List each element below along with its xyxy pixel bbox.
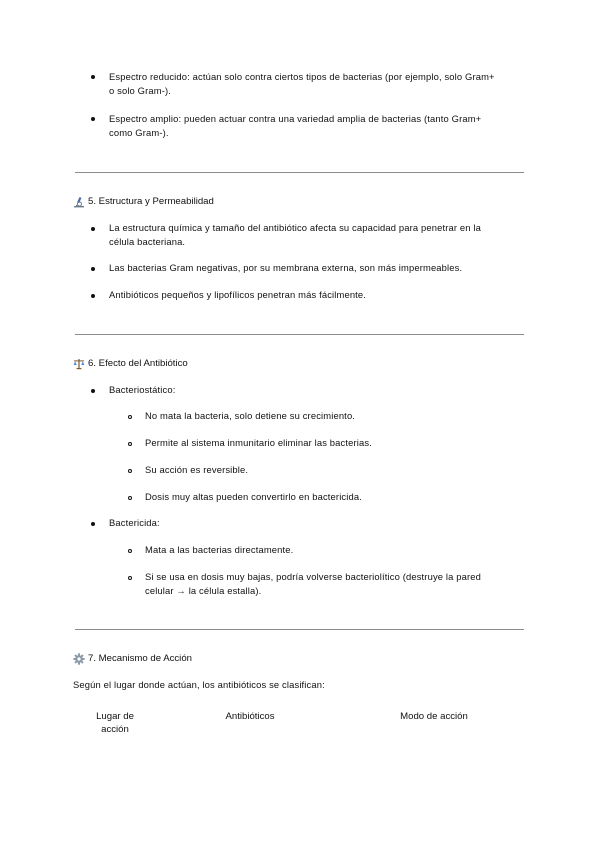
section-heading-7 bbox=[73, 652, 192, 666]
table-header-line: Antibióticos bbox=[225, 711, 275, 722]
bullet-dot bbox=[91, 227, 95, 231]
sub-bullet-circle bbox=[128, 469, 132, 473]
list-item-line: Espectro amplio: pueden actuar contra una variedad amplia de bacterias (tanto Gram+ bbox=[109, 113, 482, 124]
sub-list-item: No mata la bacteria, solo detiene su crecimiento. bbox=[145, 410, 356, 421]
sub-list-item-line: Si se usa en dosis muy bajas, podría volverse bacteriolítico (destruye la pared bbox=[145, 571, 481, 582]
section-title: 5. Estructura y Permeabilidad bbox=[88, 196, 214, 207]
list-item-line: célula bacteriana. bbox=[109, 236, 186, 247]
bullet-dot bbox=[91, 117, 95, 121]
section-divider bbox=[75, 629, 524, 630]
section-heading-6 bbox=[73, 357, 188, 371]
list-item bbox=[109, 288, 529, 302]
list-item-line: Las bacterias Gram negativas, por su membrana externa, son más impermeables. bbox=[109, 262, 463, 273]
section-divider bbox=[75, 172, 524, 173]
section-intro: Según el lugar donde actúan, los antibióticos se clasifican: bbox=[73, 679, 325, 690]
sub-list-item-line: celular → la célula estalla). bbox=[145, 585, 262, 596]
bullet-dot bbox=[91, 389, 95, 393]
section-title: 7. Mecanismo de Acción bbox=[88, 653, 192, 664]
bullet-dot bbox=[91, 75, 95, 79]
section-title: 6. Efecto del Antibiótico bbox=[88, 358, 188, 369]
list-item-line: Antibióticos pequeños y lipofílicos penetran más fácilmente. bbox=[109, 289, 367, 300]
section-divider bbox=[75, 334, 524, 335]
bullet-dot bbox=[91, 294, 95, 298]
table-header-line: acción bbox=[101, 724, 129, 735]
table-header-line: Modo de acción bbox=[400, 711, 468, 722]
sub-bullet-circle bbox=[128, 415, 132, 419]
sub-list-item: Su acción es reversible. bbox=[145, 464, 249, 475]
sub-bullet-circle bbox=[128, 549, 132, 553]
sub-bullet-circle bbox=[128, 576, 132, 580]
sub-bullet-circle bbox=[128, 496, 132, 500]
list-item bbox=[109, 70, 529, 98]
list-item bbox=[109, 112, 529, 140]
sub-bullet-circle bbox=[128, 442, 132, 446]
list-item bbox=[109, 221, 529, 249]
bullet-dot bbox=[91, 522, 95, 526]
list-item bbox=[109, 261, 529, 275]
sub-list-item: Permite al sistema inmunitario eliminar las bacterias. bbox=[145, 437, 372, 448]
table-header-line: Lugar de bbox=[96, 711, 134, 722]
sub-list-item bbox=[145, 570, 525, 598]
sub-list-item: Dosis muy altas pueden convertirlo en bactericida. bbox=[145, 491, 362, 502]
gear-icon bbox=[73, 653, 85, 665]
sub-list-item: Mata a las bacterias directamente. bbox=[145, 544, 294, 555]
section-heading-5 bbox=[73, 195, 214, 209]
list-item-label: Bactericida: bbox=[109, 517, 160, 528]
list-item-line: o solo Gram-). bbox=[109, 85, 172, 96]
list-item-label: Bacteriostático: bbox=[109, 384, 176, 395]
scales-icon bbox=[73, 358, 85, 370]
list-item-line: como Gram-). bbox=[109, 127, 169, 138]
table-header-cell bbox=[386, 710, 482, 723]
table-header-cell bbox=[82, 710, 148, 736]
table-header-cell bbox=[205, 710, 295, 723]
bullet-dot bbox=[91, 267, 95, 271]
microscope-icon bbox=[73, 196, 85, 208]
list-item-line: La estructura química y tamaño del antibiótico afecta su capacidad para penetrar en la bbox=[109, 222, 481, 233]
list-item-line: Espectro reducido: actúan solo contra ciertos tipos de bacterias (por ejemplo, solo Gram+ bbox=[109, 71, 495, 82]
